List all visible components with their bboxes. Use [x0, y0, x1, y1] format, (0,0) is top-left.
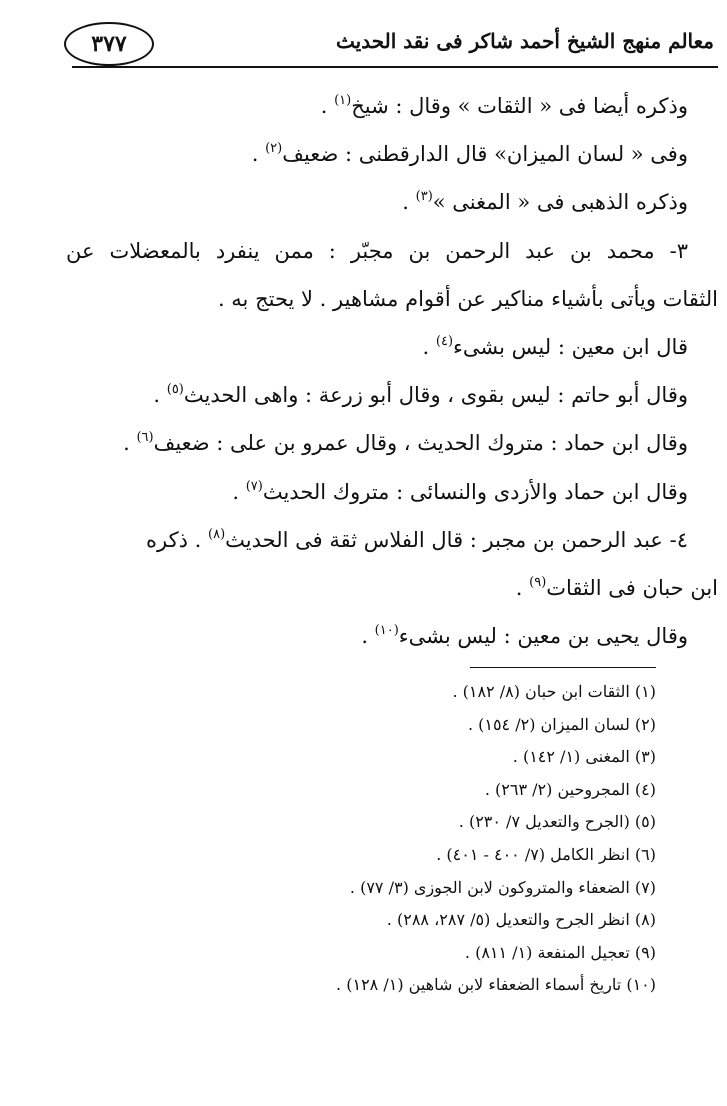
footnote-marker: (٢) — [265, 141, 283, 157]
footnote: (٥) (الجرح والتعديل ٧/ ٢٣٠) . — [458, 812, 656, 832]
body-line: وقال ابن حماد والأزدى والنسائى : متروك الحديث$^{(٧)}$ . — [232, 478, 688, 504]
footnote-marker: (٣) — [415, 189, 433, 205]
footnote: (٢) لسان الميزان (٢/ ١٥٤) . — [467, 714, 656, 734]
footnote-separator — [470, 667, 656, 668]
footnote: (٨) انظر الجرح والتعديل (٥/ ٢٨٧، ٢٨٨) . — [386, 910, 656, 930]
footnote-marker: (١٠) — [374, 623, 399, 639]
footnotes — [240, 676, 656, 1002]
body-line: وقال ابن حماد : متروك الحديث ، وقال عمرو بن على : ضعيف$^{(٦)}$ . — [123, 430, 688, 456]
footnote: (٧) الضعفاء والمتروكون لابن الجوزى (٣/ ٧٧) . — [349, 877, 656, 897]
body-line: الثقات ويأتى بأشياء مناكير عن أقوام مشاهير . لا يحتج به . — [217, 286, 718, 311]
footnote-marker: (١) — [334, 93, 352, 108]
footnote-marker: (٦) — [136, 430, 154, 446]
body-line: وذكره الذهبى فى « المغنى »$^{(٣)}$ . — [402, 189, 688, 215]
body-line: وفى « لسان الميزان» قال الدارقطنى : ضعيف$^{(٢)}$ . — [251, 141, 688, 167]
footnote: (١٠) تاريخ أسماء الضعفاء لابن شاهين (١/ ١٢٨) . — [336, 975, 656, 995]
running-header — [64, 22, 718, 68]
footnote: (٣) المغنى (١/ ١٤٢) . — [512, 747, 656, 767]
footnote: (١) الثقات ابن حبان (٨/ ١٨٢) . — [452, 682, 656, 701]
footnote-marker: (٤) — [435, 333, 454, 349]
body-line: ٤- عبد الرحمن بن مجبر : قال الفلاس ثقة فى الحديث$^{(٨)}$ . ذكره — [146, 526, 688, 552]
footnote: (٩) تعجيل المنفعة (١/ ٨١١) . — [464, 942, 656, 962]
body-line: وقال أبو حاتم : ليس بقوى ، وقال أبو زرعة : واهى الحديث$^{(٥)}$ . — [153, 382, 688, 408]
body-line: وذكره أيضا فى « الثقات » وقال : شيخ$^{(١)}$ . — [320, 93, 688, 118]
body-line: وقال يحيى بن معين : ليس بشىء$^{(١٠)}$ . — [361, 623, 688, 649]
body-line: قال ابن معين : ليس بشىء$^{(٤)}$ . — [422, 333, 688, 359]
page-number: ٣٧٧ — [64, 22, 154, 66]
footnote-marker: (٥) — [166, 382, 184, 398]
body-text — [66, 82, 718, 660]
footnote-marker: (٩) — [529, 574, 547, 590]
body-line: ٣- محمد بن عبد الرحمن بن مجبّر : ممن ينفرد بالمعضلات عن — [66, 238, 688, 263]
footnote-marker: (٨) — [208, 526, 226, 542]
footnote: (٦) انظر الكامل (٧/ ٤٠٠ - ٤٠١) . — [436, 844, 656, 864]
running-title: معالم منهج الشيخ أحمد شاكر فى نقد الحديث — [336, 29, 714, 53]
body-line: ابن حبان فى الثقات$^{(٩)}$ . — [515, 574, 718, 600]
header-rule — [72, 66, 718, 68]
footnote-marker: (٧) — [245, 478, 263, 494]
footnote: (٤) المجروحين (٢/ ٢٦٣) . — [484, 779, 656, 799]
